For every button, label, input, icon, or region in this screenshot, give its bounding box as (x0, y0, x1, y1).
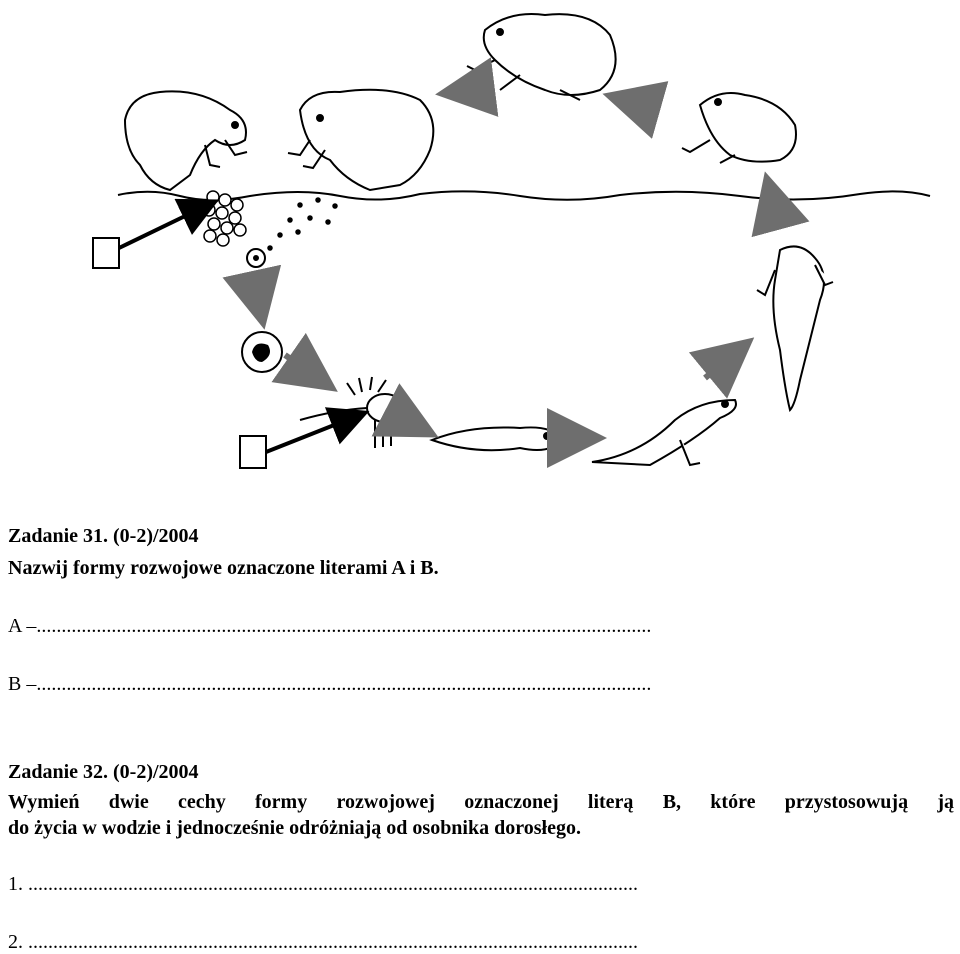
adult-frog-icon (467, 14, 616, 100)
froglet-icon (757, 246, 833, 410)
task32-title: Zadanie 32. (0-2)/2004 (8, 761, 199, 783)
task31-prompt: Nazwij formy rozwojowe oznaczone literami A i B. (8, 557, 439, 579)
task31-title: Zadanie 31. (0-2)/2004 (8, 525, 199, 547)
sperm-icon (268, 198, 337, 250)
arrow-b (266, 414, 362, 452)
answer-2-line[interactable]: 2. .......................................................................................................................... (8, 931, 638, 953)
answer-a-line[interactable]: A –........................................................................................................................... (8, 615, 652, 637)
mating-frogs-icon (125, 90, 433, 190)
label-box-a (93, 238, 119, 268)
water-line (118, 191, 930, 200)
tadpole-with-gills-icon (300, 377, 403, 448)
task32-prompt-line1: Wymień dwie cechy formy rozwojowej oznaczonej literą B, które przystosowują ją (8, 791, 954, 813)
answer-1-line[interactable]: 1. .......................................................................................................................... (8, 873, 638, 895)
answer-b-line[interactable]: B –........................................................................................................................... (8, 673, 652, 695)
embryo-icon (242, 332, 282, 372)
task32-prompt-line2: do życia w wodzie i jednocześnie odróżniają od osobnika dorosłego. (8, 817, 581, 839)
tadpole-icon (432, 427, 562, 450)
young-frog-icon (682, 93, 796, 163)
cycle-arrows (252, 88, 778, 438)
tadpole-with-legs-icon (592, 400, 736, 465)
arrow-a (119, 203, 212, 248)
fertilized-egg-icon (247, 249, 265, 267)
egg-cluster-icon (203, 191, 246, 246)
label-box-b (240, 436, 266, 468)
